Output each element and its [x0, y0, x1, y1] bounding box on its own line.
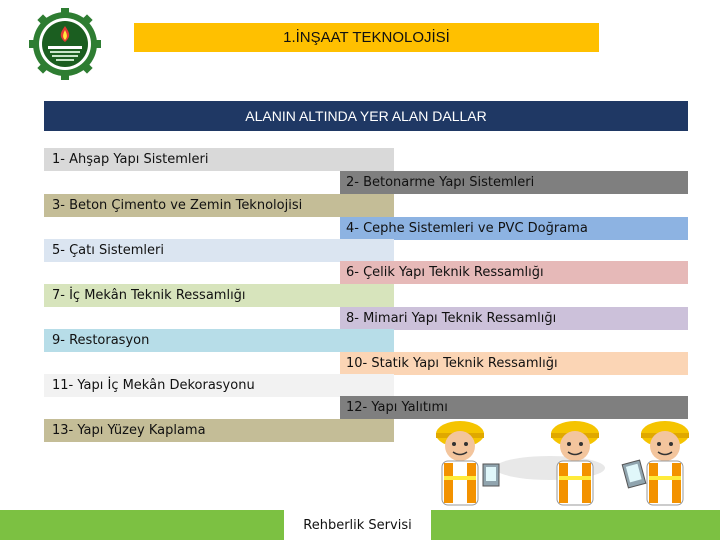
footer-label: Rehberlik Servisi: [303, 517, 412, 533]
branch-item-3: [44, 194, 394, 217]
branch-item-1: [44, 148, 394, 171]
branch-label: 3- Beton Çimento ve Zemin Teknolojisi: [52, 198, 303, 213]
branch-item-4: [340, 217, 688, 240]
branch-label: 1- Ahşap Yapı Sistemleri: [52, 152, 209, 167]
branch-label: 2- Betonarme Yapı Sistemleri: [346, 175, 535, 190]
page-title: [134, 23, 599, 52]
page-title-text: 1.İNŞAAT TEKNOLOJİSİ: [283, 29, 450, 46]
school-logo: [6, 8, 124, 80]
gear-icon: [29, 8, 101, 80]
branch-label: 11- Yapı İç Mekân Dekorasyonu: [52, 378, 255, 393]
branch-item-11: [44, 374, 394, 397]
worker-left-icon: [436, 421, 499, 505]
worker-middle-icon: [551, 421, 599, 505]
branch-item-10: [340, 352, 688, 375]
branch-item-7: [44, 284, 394, 307]
section-header-text: ALANIN ALTINDA YER ALAN DALLAR: [245, 108, 487, 124]
branch-item-5: [44, 239, 394, 262]
branch-item-2: [340, 171, 688, 194]
footer-label-box: [284, 510, 431, 540]
branch-item-8: [340, 307, 688, 330]
branch-item-6: [340, 261, 688, 284]
branch-label: 12- Yapı Yalıtımı: [346, 400, 448, 415]
branch-label: 9- Restorasyon: [52, 333, 150, 348]
branch-item-9: [44, 329, 394, 352]
branch-label: 7- İç Mekân Teknik Ressamlığı: [52, 288, 246, 303]
section-header: [44, 101, 688, 131]
branch-label: 5- Çatı Sistemleri: [52, 243, 164, 258]
branch-label: 6- Çelik Yapı Teknik Ressamlığı: [346, 265, 544, 280]
construction-workers-illustration: [420, 408, 710, 510]
branch-label: 8- Mimari Yapı Teknik Ressamlığı: [346, 311, 557, 326]
branch-label: 13- Yapı Yüzey Kaplama: [52, 423, 206, 438]
worker-right-icon: [622, 421, 689, 505]
branch-item-13: [44, 419, 394, 442]
branch-label: 10- Statik Yapı Teknik Ressamlığı: [346, 356, 558, 371]
branch-label: 4- Cephe Sistemleri ve PVC Doğrama: [346, 221, 588, 236]
